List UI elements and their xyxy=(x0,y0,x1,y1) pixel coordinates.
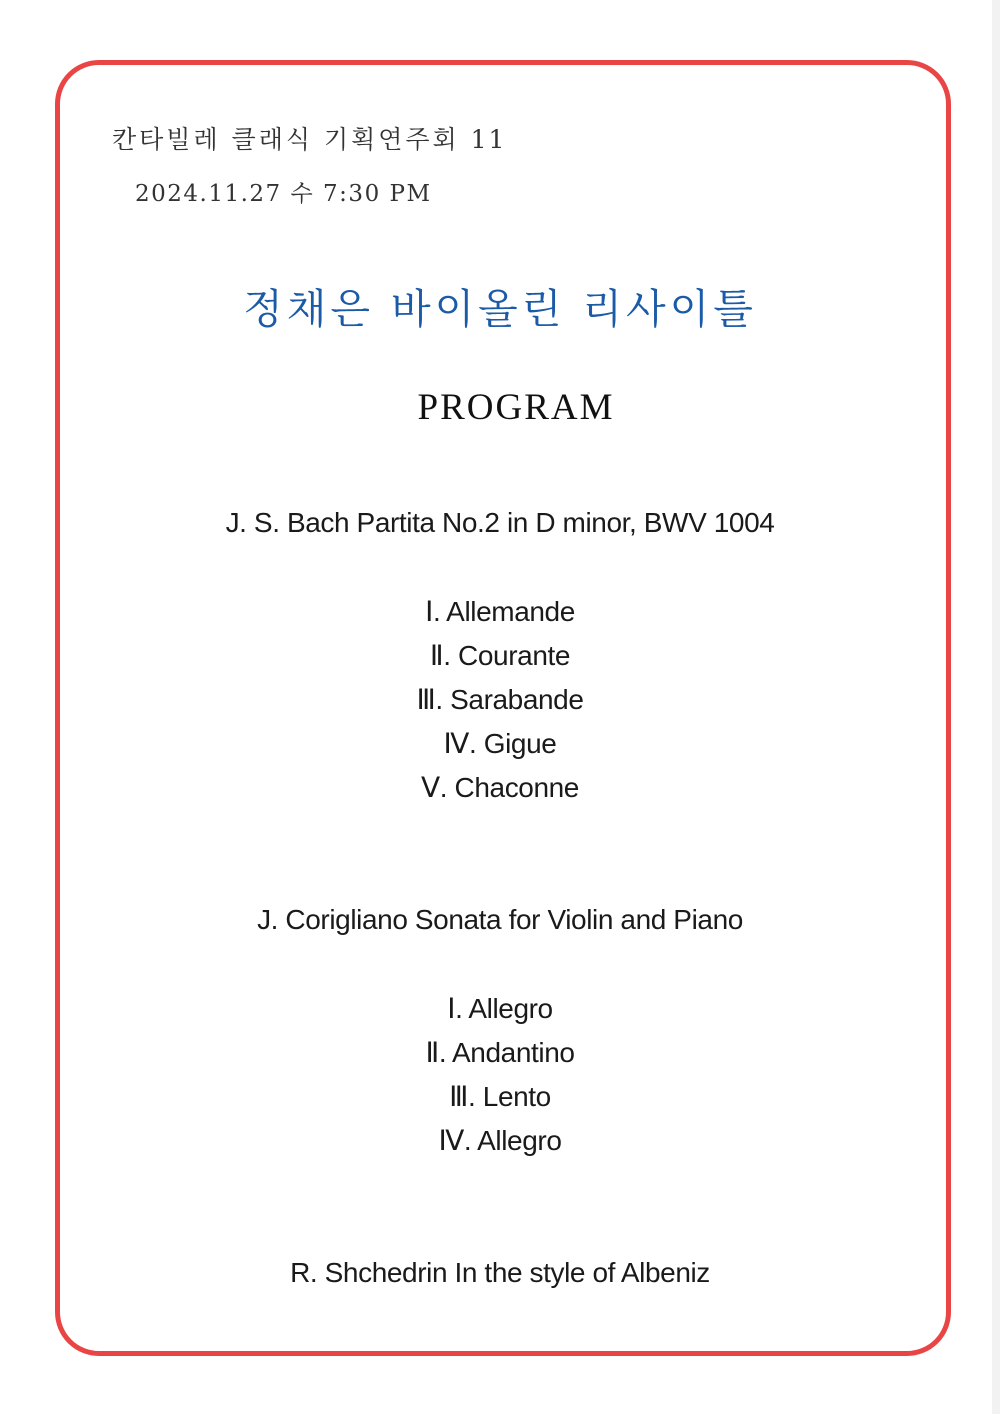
work-title-corigliano: J. Corigliano Sonata for Violin and Piano xyxy=(257,904,743,935)
movement-item: Ⅰ. Allemande xyxy=(425,596,575,627)
movement-item: Ⅳ. Gigue xyxy=(443,728,557,759)
movement-item: Ⅱ. Courante xyxy=(429,640,571,671)
concert-time: 7:30 PM xyxy=(323,181,432,207)
concert-series xyxy=(112,120,506,156)
program-heading: PROGRAM xyxy=(417,387,615,428)
movement-item: Ⅰ. Allegro xyxy=(447,993,553,1024)
series-name: 칸타빌레 클래식 기획연주회 xyxy=(112,125,460,154)
concert-datetime xyxy=(135,175,432,208)
concert-date: 2024.11.27 xyxy=(135,181,282,207)
concert-day: 수 xyxy=(290,181,315,207)
series-number: 11 xyxy=(470,125,507,154)
movement-item: Ⅳ. Allegro xyxy=(438,1125,562,1156)
work-title-bach: J. S. Bach Partita No.2 in D minor, BWV 1004 xyxy=(225,507,775,538)
movement-item: Ⅲ. Lento xyxy=(449,1081,551,1112)
movement-item: Ⅲ. Sarabande xyxy=(416,684,584,715)
movement-item: Ⅴ. Chaconne xyxy=(421,772,579,803)
recital-title: 정채은 바이올린 리사이틀 xyxy=(243,285,757,333)
work-title-shchedrin: R. Shchedrin In the style of Albeniz xyxy=(290,1257,710,1288)
movement-item: Ⅱ. Andantino xyxy=(425,1037,575,1068)
